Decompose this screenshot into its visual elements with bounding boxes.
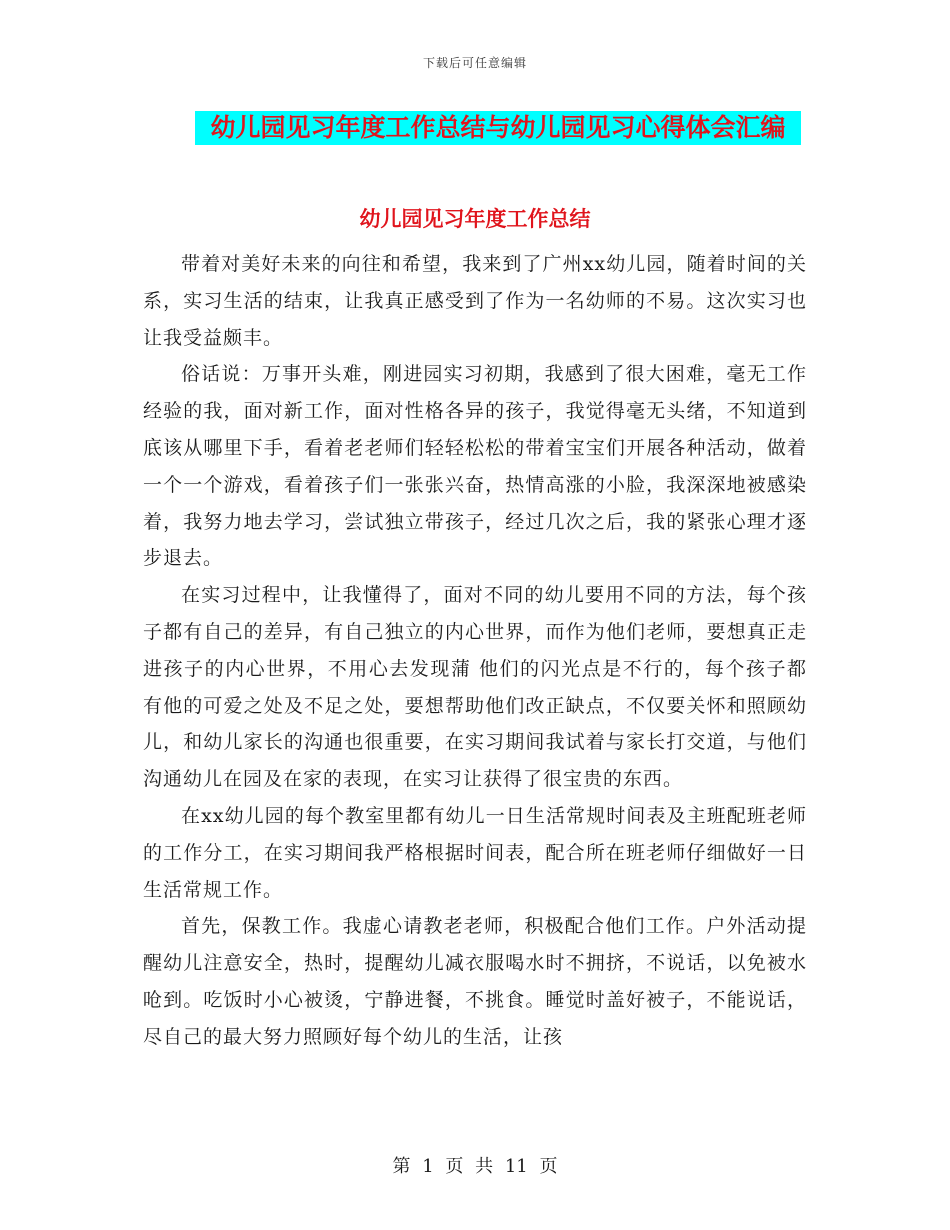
- paragraph: 在xx幼儿园的每个教室里都有幼儿一日生活常规时间表及主班配班老师的工作分工，在实习期间我严格根据时间表，配合所在班老师仔细做好一日生活常规工作。: [143, 804, 807, 901]
- header-note: 下载后可任意编辑: [422, 56, 527, 70]
- paragraph: 首先，保教工作。我虚心请教老老师，积极配合他们工作。户外活动提醒幼儿注意安全，热时，提醒幼儿减衣服喝水时不拥挤，不说话，以免被水呛到。吃饭时小心被烫，宁静进餐，不挑食。睡觉时盖好被子，不能说话，尽自己的最大努力照顾好每个幼儿的生活，让孩: [143, 915, 807, 1048]
- paragraph: 在实习过程中，让我懂得了，面对不同的幼儿要用不同的方法，每个孩子都有自己的差异，有自己独立的内心世界，而作为他们老师，要想真正走进孩子的内心世界，不用心去发现蒲 他们的闪光点是不行的，每个孩子都有他的可爱之处及不足之处，要想帮助他们改正缺点，不仅要关怀和照顾幼儿，和幼儿家长的沟通也很重要，在实习期间我试着与家长打交道，与他们沟通幼儿在园及在家的表现，在实习让获得了很宝贵的东西。: [143, 584, 807, 791]
- body-text: [143, 246, 807, 1056]
- main-title: 幼儿园见习年度工作总结与幼儿园见习心得体会汇编: [210, 113, 786, 142]
- page-number: 第 1 页 共 11 页: [392, 1156, 558, 1177]
- section-title: 幼儿园见习年度工作总结: [359, 207, 591, 231]
- paragraph: 带着对美好未来的向往和希望，我来到了广州xx幼儿园，随着时间的关系，实习生活的结束，让我真正感受到了作为一名幼师的不易。这次实习也让我受益颇丰。: [143, 253, 807, 349]
- main-title-highlight: [195, 111, 801, 145]
- paragraph: 俗话说：万事开头难，刚进园实习初期，我感到了很大困难，毫无工作经验的我，面对新工作，面对性格各异的孩子，我觉得毫无头绪，不知道到底该从哪里下手，看着老老师们轻轻松松的带着宝宝们开展各种活动，做着一个一个游戏，看着孩子们一张张兴奋，热情高涨的小脸，我深深地被感染着，我努力地去学习，尝试独立带孩子，经过几次之后，我的紧张心理才逐步退去。: [143, 363, 807, 570]
